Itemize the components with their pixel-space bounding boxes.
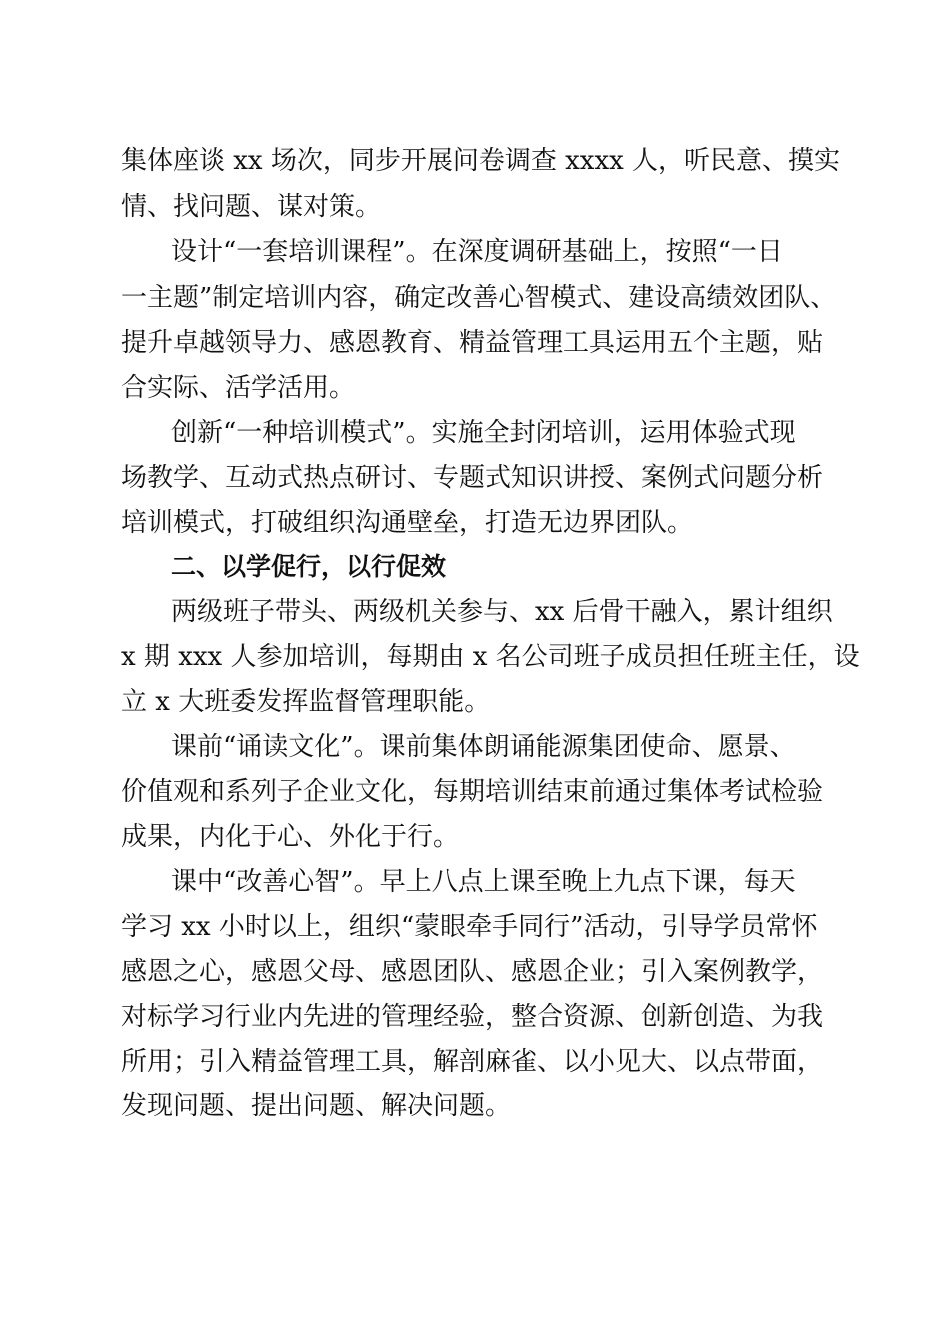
body-text-line: 一主题”制定培训内容，确定改善心智模式、建设高绩效团队、 <box>121 283 837 313</box>
body-text-line: 集体座谈 xx 场次，同步开展问卷调查 xxxx 人，听民意、摸实 <box>121 146 841 176</box>
body-text-line: 价值观和系列子企业文化，每期培训结束前通过集体考试检验 <box>121 777 824 807</box>
body-text-line: 发现问题、提出问题、解决问题。 <box>121 1091 512 1121</box>
body-text-line: 课前“诵读文化”。课前集体朗诵能源集团使命、愿景、 <box>171 732 796 762</box>
body-text-line: 课中“改善心智”。早上八点上课至晚上九点下课，每天 <box>171 867 796 897</box>
body-text-line: 情、找问题、谋对策。 <box>121 192 382 222</box>
body-text-line: 场教学、互动式热点研讨、专题式知识讲授、案例式问题分析 <box>121 463 824 493</box>
section-heading: 二、以学促行，以行促效 <box>171 552 447 581</box>
body-text-line: 感恩之心，感恩父母、感恩团队、感恩企业；引入案例教学， <box>121 957 824 987</box>
body-text-line: 两级班子带头、两级机关参与、xx 后骨干融入，累计组织 <box>171 597 833 627</box>
body-text-line: 设计“一套培训课程”。在深度调研基础上，按照“一日 <box>171 237 783 267</box>
body-text-line: 合实际、活学活用。 <box>121 373 356 403</box>
body-text-line: x 期 xxx 人参加培训，每期由 x 名公司班子成员担任班主任，设 <box>121 642 860 672</box>
body-text-line: 创新“一种培训模式”。实施全封闭培训，运用体验式现 <box>171 418 796 448</box>
body-text-line: 对标学习行业内先进的管理经验，整合资源、创新创造、为我 <box>121 1002 824 1032</box>
body-text-line: 所用；引入精益管理工具，解剖麻雀、以小见大、以点带面， <box>121 1047 824 1077</box>
body-text-line: 提升卓越领导力、感恩教育、精益管理工具运用五个主题，贴 <box>121 328 824 358</box>
body-text-line: 培训模式，打破组织沟通壁垒，打造无边界团队。 <box>121 508 694 538</box>
body-text-line: 学习 xx 小时以上，组织“蒙眼牵手同行”活动，引导学员常怀 <box>121 912 818 942</box>
body-text-line: 成果，内化于心、外化于行。 <box>121 822 460 852</box>
body-text-line: 立 x 大班委发挥监督管理职能。 <box>121 687 491 717</box>
